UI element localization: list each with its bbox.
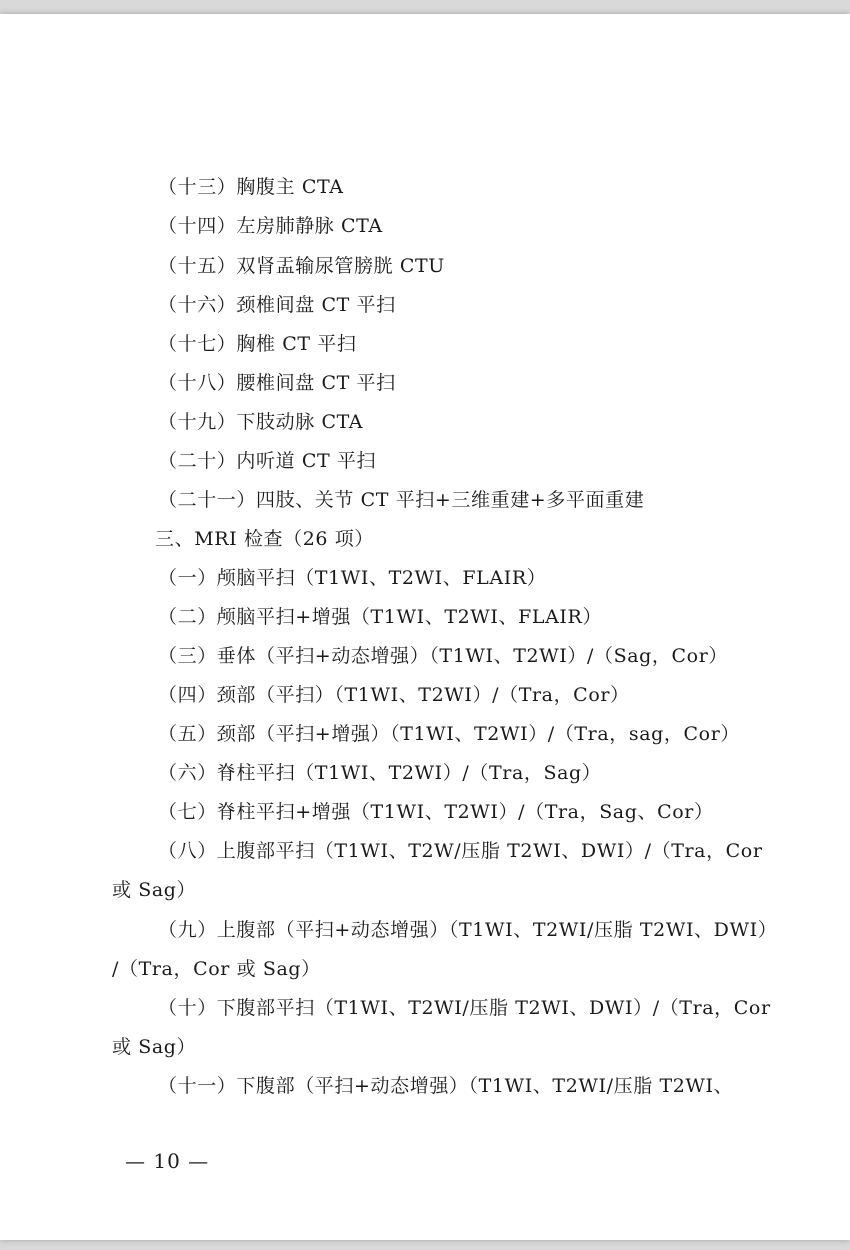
- text-line: （二）颅脑平扫+增强（T1WI、T2WI、FLAIR）: [158, 606, 603, 628]
- text-line: （一）颅脑平扫（T1WI、T2WI、FLAIR）: [158, 567, 547, 589]
- text-line: （二十一）四肢、关节 CT 平扫+三维重建+多平面重建: [158, 489, 645, 511]
- text-line: （十九）下肢动脉 CTA: [158, 411, 364, 433]
- text-line: （六）脊柱平扫（T1WI、T2WI）/（Tra，Sag）: [158, 762, 602, 784]
- text-line: /（Tra，Cor 或 Sag）: [112, 958, 321, 980]
- text-line: （十四）左房肺静脉 CTA: [158, 215, 383, 237]
- text-line: （十五）双肾盂输尿管膀胱 CTU: [158, 255, 445, 277]
- text-line: 或 Sag）: [112, 879, 197, 901]
- text-line: （十八）腰椎间盘 CT 平扫: [158, 372, 396, 394]
- text-line: （三）垂体（平扫+动态增强）（T1WI、T2WI）/（Sag，Cor）: [158, 645, 728, 667]
- text-line: （二十）内听道 CT 平扫: [158, 450, 377, 472]
- text-line: （四）颈部（平扫）（T1WI、T2WI）/（Tra，Cor）: [158, 684, 630, 706]
- text-line: （十六）颈椎间盘 CT 平扫: [158, 294, 396, 316]
- text-line: 或 Sag）: [112, 1036, 197, 1058]
- document-page: [0, 14, 850, 1240]
- page-number: — 10 —: [125, 1149, 210, 1173]
- text-line: （十）下腹部平扫（T1WI、T2WI/压脂 T2WI、DWI）/（Tra，Cor: [158, 997, 771, 1019]
- text-line: （八）上腹部平扫（T1WI、T2W/压脂 T2WI、DWI）/（Tra，Cor: [158, 840, 763, 862]
- text-line: （九）上腹部（平扫+动态增强）（T1WI、T2WI/压脂 T2WI、DWI）: [158, 919, 778, 941]
- text-line: （七）脊柱平扫+增强（T1WI、T2WI）/（Tra，Sag、Cor）: [158, 801, 714, 823]
- text-line: （十一）下腹部（平扫+动态增强）（T1WI、T2WI/压脂 T2WI、: [158, 1075, 734, 1097]
- text-line: （十七）胸椎 CT 平扫: [158, 333, 357, 355]
- text-line: （五）颈部（平扫+增强）（T1WI、T2WI）/（Tra，sag，Cor）: [158, 723, 740, 745]
- section-heading: 三、MRI 检查（26 项）: [155, 528, 374, 550]
- text-line: （十三）胸腹主 CTA: [158, 176, 344, 198]
